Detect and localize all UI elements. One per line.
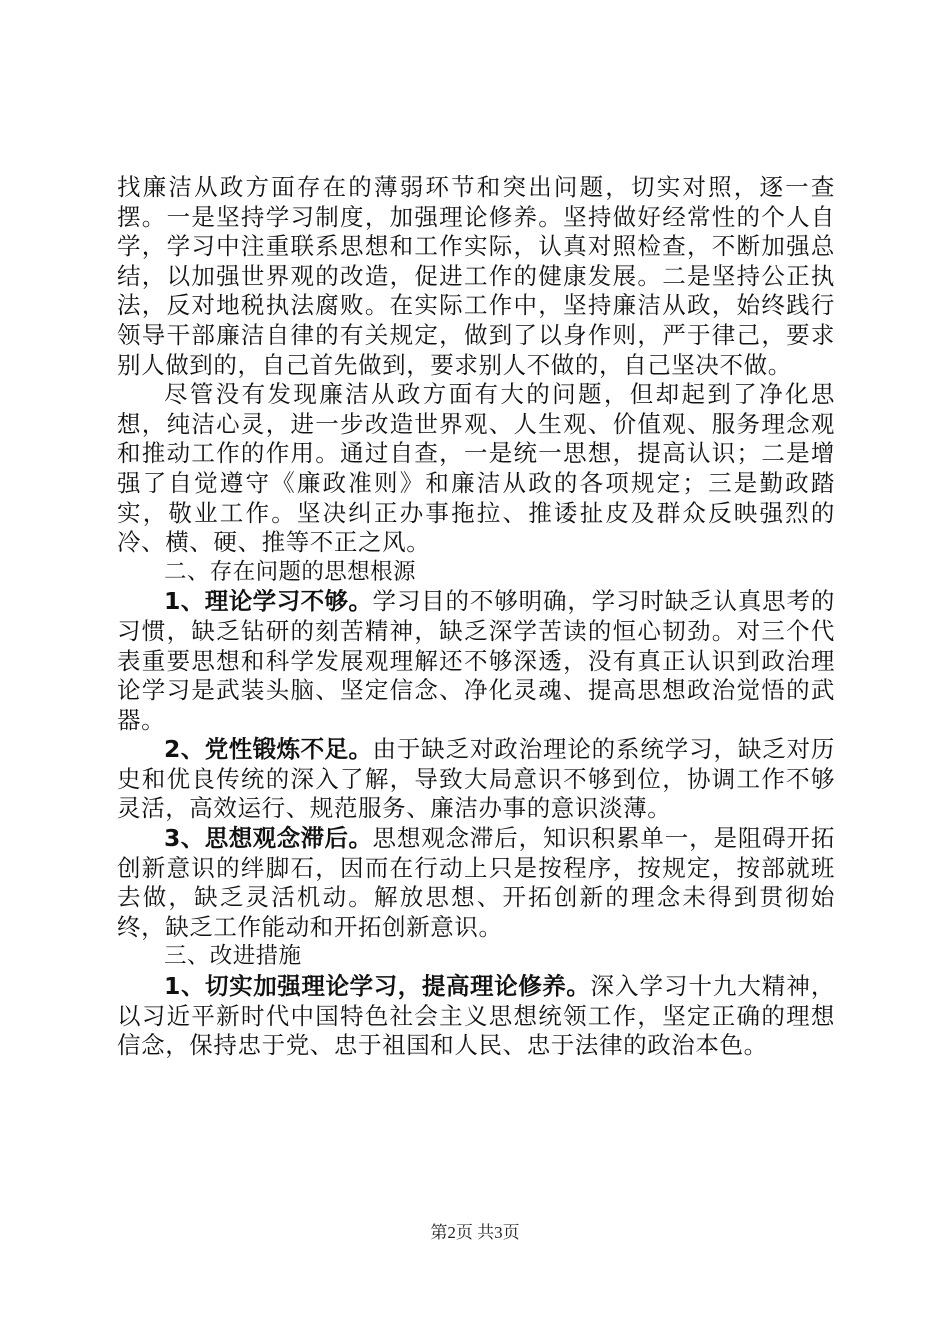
item-lead: 3、思想观念滞后。 (164, 824, 373, 853)
item-text: 学习目的不够明确，学习时缺乏认真思考的习惯，缺乏钻研的刻苦精神，缺乏深学苦读的恒心韧劲。对三个代表重要思想和科学发展观理解还不够深透，没有真正认识到政治理论学习是武装头脑、坚定信念、净化灵魂、提高思想政治觉悟的武器。 (117, 587, 835, 734)
item-text: 深入学习十九大精神，以习近平新时代中国特色社会主义思想统领工作，坚定正确的理想信念，保持忠于党、忠于祖国和人民、忠于法律的政治本色。 (117, 972, 835, 1060)
item-lead: 1、理论学习不够。 (164, 587, 373, 616)
item-lead: 2、党性锻炼不足。 (164, 735, 373, 764)
item-text: 思想观念滞后，知识积累单一，是阻碍开拓创新意识的绊脚石，因而在行动上只是按程序，按规定，按部就班去做，缺乏灵活机动。解放思想、开拓创新的理念未得到贯彻始终，缺乏工作能动和开拓创新意识。 (117, 824, 835, 941)
section-heading-root-causes: 二、存在问题的思想根源 (164, 558, 416, 585)
paragraph-self-check-result: 尽管没有发现廉洁从政方面有大的问题，但却起到了净化思想，纯洁心灵，进一步改造世界观、人生观、价值观、服务理念观和推动工作的作用。通过自查，一是统一思想，提高认识；二是增强了自觉遵守《廉政准则》和廉洁从政的各项规定；三是勤政踏实，敬业工作。坚决纠正办事拖拉、推诿扯皮及群众反映强烈的冷、横、硬、推等不正之风。 (117, 380, 835, 557)
list-item-thinking-concepts (117, 824, 835, 942)
item-lead: 1、切实加强理论学习，提高理论修养。 (164, 972, 591, 1001)
list-item-party-spirit (117, 735, 835, 824)
document-body (117, 173, 835, 1061)
item-text: 由于缺乏对政治理论的系统学习，缺乏对历史和优良传统的深入了解，导致大局意识不够到位，协调工作不够灵活，高效运行、规范服务、廉洁办事的意识淡薄。 (117, 735, 835, 823)
page-number-footer: 第2页 共3页 (430, 1223, 520, 1242)
section-heading-improvements: 三、改进措施 (164, 943, 302, 970)
list-item-strengthen-theory (117, 972, 835, 1061)
paragraph-self-check: 找廉洁从政方面存在的薄弱环节和突出问题，切实对照，逐一查摆。一是坚持学习制度，加强理论修养。坚持做好经常性的个人自学，学习中注重联系思想和工作实际，认真对照检查，不断加强总结，以加强世界观的改造，促进工作的健康发展。二是坚持公正执法，反对地税执法腐败。在实际工作中，坚持廉洁从政，始终践行领导干部廉洁自律的有关规定，做到了以身作则，严于律己，要求别人做到的，自己首先做到，要求别人不做的，自己坚决不做。 (117, 173, 835, 379)
list-item-theory-study (117, 587, 835, 735)
